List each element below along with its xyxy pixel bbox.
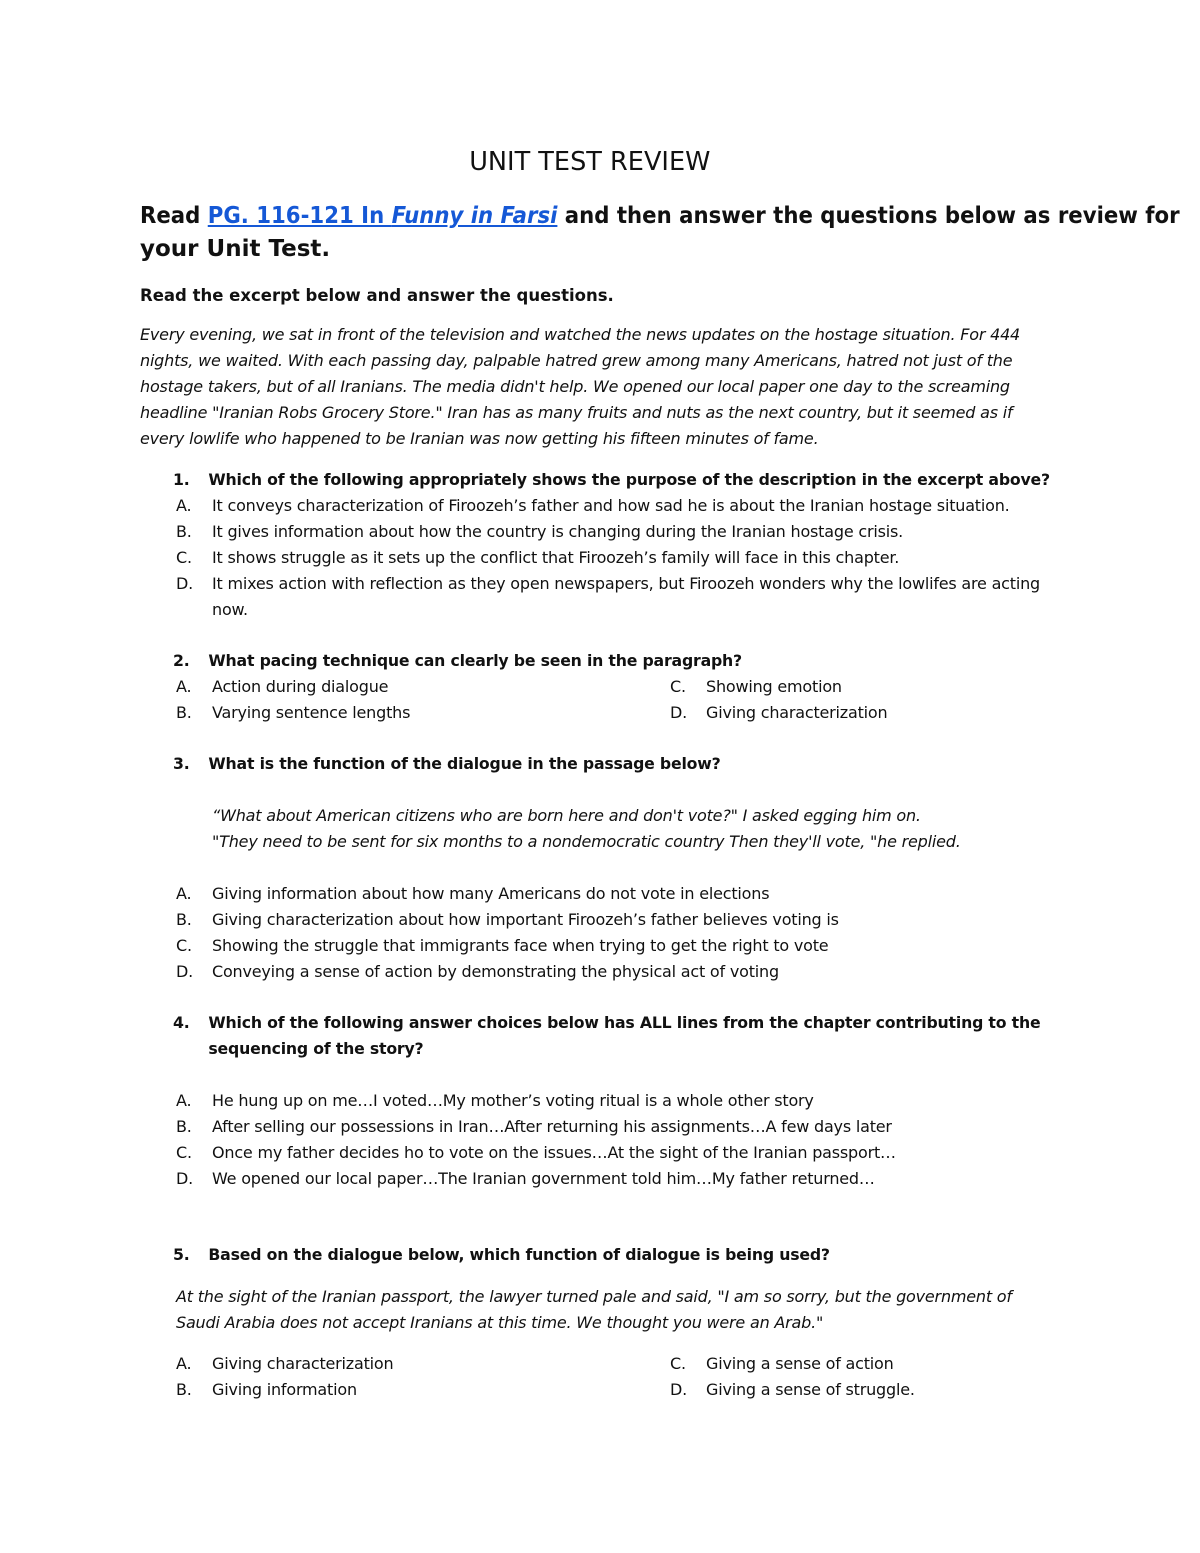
heading-read: Read <box>140 203 201 229</box>
question-prompt <box>0 467 1180 493</box>
question-text: Based on the dialogue below, which function of dialogue is being used? <box>208 1245 830 1264</box>
quoted-dialogue-line: At the sight of the Iranian passport, the lawyer turned pale and said, "I am so sorry, but the government of <box>176 1287 1012 1306</box>
excerpt-line: hostage takers, but of all Iranians. The media didn't help. We opened our local paper one day to the screaming <box>140 377 1010 396</box>
excerpt-line: every lowlife who happened to be Iranian was now getting his fifteen minutes of fame. <box>140 429 819 448</box>
document-page: UNIT TEST REVIEW Read PG. 116-121 In Funny in Farsi and then answer the questions below as review for your Unit Test. Read the excerpt below and answer the questions. Every evening, we sat in front of the television and watched the news updates on the hostage situation. For 444 nights, we waited. With each passing day, palpable hatred grew among many Americans, hatred not just of the hostage takers, but of all Iranians. The media didn't help. We opened our local paper one day to the screaming headline "Iranian Robs Grocery Store." Iran has as many fruits and nuts as the next country, but it seemed as if every lowlife who happened to be Iranian was now getting his fifteen minutes of fame. 1. Which of the following appropriately shows the purpose of the description in the excerpt above? A. It conveys characterization of Firoozeh’s father and how sad he is about the Iranian hostage situation. B. It gives information about how the country is changing during the Iranian hostage crisis. C. It shows struggle as it sets up the conflict that Firoozeh’s family will face in this chapter. D. It mixes action with reflection as they open newspapers, but Firoozeh wonders why the lowlifes are acting now. 2. What pacing technique can clearly be seen in the paragraph? A. Action during dialogue B. Varying sentence lengths C. Showing emotion D. Giving characterization 3. What is the function of the dialogue in the passage below? “What about American citizens who are born here and don't vote?" I asked egging him on. "They need to be sent for six months to a nondemocratic country Then they'll vote, "he replied. A. Giving information about how many Americans do not vote in elections B. Giving characterization about how important Firoozeh’s father believes voting is C. Showing the struggle that immigrants face when trying to get the right to vote D. Conveying a sense of action by demonstrating the physical act of voting 4. Which of the following answer choices below has ALL lines from the chapter contributing to the sequencing of the story? A. He hung up on me…I voted…My mother’s voting ritual is a whole other story B. After selling our possessions in Iran…After returning his assignments…A few days later C. Once my father decides ho to vote on the issues…At the sight of the Iranian passport… D. We opened our local paper…The Iranian government told him…My father returned… 5. Based on the dialogue below, which function of dialogue is being used? At the sight of the Iranian passport, the lawyer turned pale and said, "I am so sorry, but the government of Saudi Arabia does not accept Iranians at this time. We thought you were an Arab." A. Giving characterization B. Giving information C. Giving a sense of action D. Giving a sense of struggle. <box>0 0 1200 1553</box>
question-number: 1. <box>173 470 190 489</box>
question-text: sequencing of the story? <box>208 1039 424 1058</box>
quoted-dialogue-line: Saudi Arabia does not accept Iranians at this time. We thought you were an Arab." <box>176 1313 824 1332</box>
question-text: Which of the following answer choices below has ALL lines from the chapter contributing to the <box>208 1013 1041 1032</box>
question-prompt <box>0 751 1180 777</box>
heading-rest: and then answer the questions below as review for <box>557 203 1180 229</box>
quoted-dialogue-line: “What about American citizens who are born here and don't vote?" I asked egging him on. <box>212 806 921 825</box>
heading-line-1 <box>140 200 1180 232</box>
question-number: 4. <box>173 1013 190 1032</box>
question-prompt <box>0 1010 1180 1062</box>
excerpt-line: Every evening, we sat in front of the television and watched the news updates on the hostage situation. For 444 <box>140 325 1021 344</box>
excerpt-line: headline "Iranian Robs Grocery Store." Iran has as many fruits and nuts as the next country, but it seemed as if <box>140 403 1013 422</box>
question-prompt <box>0 1242 1180 1268</box>
question-number: 3. <box>173 754 190 773</box>
question-text: Which of the following appropriately shows the purpose of the description in the excerpt above? <box>208 470 1050 489</box>
question-text: What is the function of the dialogue in the passage below? <box>208 754 721 773</box>
page-title: UNIT TEST REVIEW <box>469 147 711 177</box>
question-prompt <box>0 648 1180 674</box>
question-number: 2. <box>173 651 190 670</box>
instructions: Read the excerpt below and answer the questions. <box>140 286 614 305</box>
link-text[interactable]: PG. 116-121 In <box>207 203 392 229</box>
quoted-dialogue-line: "They need to be sent for six months to a nondemocratic country Then they'll vote, "he replied. <box>212 832 961 851</box>
link-book-title[interactable]: Funny in Farsi <box>391 203 558 229</box>
question-number: 5. <box>173 1245 190 1264</box>
heading-line-2: your Unit Test. <box>140 236 331 262</box>
question-text: What pacing technique can clearly be seen in the paragraph? <box>208 651 742 670</box>
excerpt-line: nights, we waited. With each passing day, palpable hatred grew among many Americans, hatred not just of the <box>140 351 1013 370</box>
textbook-link[interactable] <box>208 203 558 229</box>
